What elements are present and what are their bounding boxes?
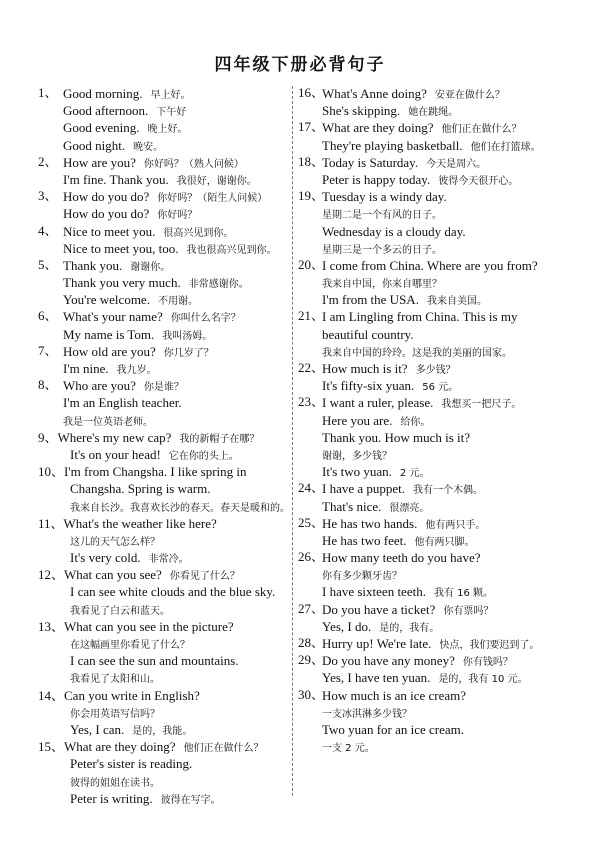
chinese-translation: 一支冰淇淋多少钱？ [322, 708, 412, 720]
chinese-translation: 我九岁。 [116, 365, 157, 376]
english-sentence: I'm from the USA. [322, 292, 419, 308]
entry-line [38, 101, 290, 118]
entry-line [38, 187, 290, 204]
english-sentence: It's two yuan. [322, 464, 392, 480]
sentence-entry [298, 634, 566, 651]
chinese-translation: 非常感谢你。 [188, 279, 249, 291]
chinese-translation: 我有一个木偶。 [413, 485, 484, 497]
entry-line [298, 118, 566, 135]
entry-line [38, 479, 290, 496]
entry-line [298, 307, 566, 324]
entry-line [38, 222, 290, 239]
sentence-entry [38, 153, 290, 187]
entry-number: 4、 [38, 222, 58, 238]
entry-number: 8、 [38, 377, 58, 393]
sentence-entry [298, 600, 566, 634]
entry-number: 13、 [38, 618, 65, 634]
entry-line [298, 239, 566, 256]
english-sentence: Thank you. How much is it? [322, 429, 471, 445]
entry-line [298, 84, 566, 101]
english-sentence: Good evening. [63, 120, 140, 136]
sentence-entry [298, 118, 566, 152]
entry-line [38, 772, 290, 789]
entry-line [38, 84, 290, 101]
chinese-translation: 彼得今天很开心。 [438, 175, 519, 187]
entry-line [298, 514, 566, 531]
chinese-translation: 星期三是一个多云的日子。 [322, 244, 442, 256]
english-sentence: Two yuan for an ice cream. [322, 721, 465, 737]
chinese-translation: 我来自中国，你来自哪里？ [322, 279, 442, 291]
entry-line [298, 101, 566, 118]
entry-line [298, 256, 566, 273]
entry-line [38, 445, 290, 462]
english-sentence: Do you have a ticket? [322, 601, 436, 617]
entry-line [38, 497, 290, 514]
english-sentence: What are they doing? [322, 120, 434, 136]
chinese-translation: 你好吗？（陌生人问候） [157, 193, 268, 205]
chinese-translation: 它在你的头上。 [168, 450, 239, 462]
entry-number: 7、 [38, 342, 58, 358]
chinese-translation: 我来自长沙。我喜欢长沙的春天。春天是暖和的。 [70, 502, 290, 514]
english-sentence: What's your name? [63, 309, 163, 325]
entry-line [38, 720, 290, 737]
entry-line [298, 651, 566, 668]
chinese-translation: 很漂亮。 [389, 502, 430, 514]
chinese-translation: 你好吗？ [157, 210, 198, 222]
chinese-translation: 很高兴见到你。 [163, 227, 234, 239]
chinese-translation: 他们正在做什么？ [183, 743, 264, 755]
chinese-translation: 我也很高兴见到你。 [186, 244, 277, 256]
english-sentence: How do you do? [63, 206, 150, 222]
entry-line [298, 359, 566, 376]
chinese-translation: 这儿的天气怎么样？ [70, 536, 160, 548]
entry-line [38, 789, 290, 806]
entry-number: 22、 [298, 360, 325, 375]
sentence-entry [298, 651, 566, 685]
english-sentence: I want a ruler, please. [322, 395, 434, 411]
chinese-translation: 非常冷。 [148, 554, 189, 566]
entry-number: 21、 [298, 308, 325, 324]
sentence-entry [38, 565, 290, 617]
english-sentence: I'm fine. Thank you. [63, 171, 169, 187]
entry-number: 20、 [298, 256, 325, 272]
chinese-translation: 你是谁？ [143, 382, 184, 394]
entry-line [298, 686, 566, 703]
chinese-translation: 我的新帽子在哪？ [179, 433, 260, 445]
entry-line [298, 565, 566, 582]
entry-line [298, 600, 566, 617]
entry-line [38, 325, 290, 342]
english-sentence: I'm from Changsha. I like spring in [64, 464, 247, 480]
entry-line [298, 703, 566, 720]
entry-line [298, 531, 566, 548]
english-sentence: What's Anne doing? [322, 86, 427, 101]
english-sentence: beautiful country. [322, 326, 414, 342]
english-sentence: What can you see? [64, 567, 162, 583]
entry-line [38, 462, 290, 479]
entry-line [38, 686, 290, 703]
sentence-entry [38, 256, 290, 308]
entry-line [38, 548, 290, 565]
sentence-entry [298, 479, 566, 513]
entry-line [38, 359, 290, 376]
sentence-entry [38, 342, 290, 376]
entry-line [38, 565, 290, 582]
english-sentence: It's fifty-six yuan. [322, 378, 415, 394]
entry-number: 30、 [298, 686, 325, 702]
english-sentence: I can see the sun and mountains. [70, 653, 239, 669]
english-sentence: Tuesday is a windy day. [322, 189, 447, 205]
entry-line [38, 703, 290, 720]
entry-number: 23、 [298, 394, 325, 410]
sentence-entry [298, 307, 566, 359]
column-divider [292, 86, 293, 796]
english-sentence: I'm nine. [63, 361, 109, 376]
english-sentence: Good afternoon. [63, 103, 149, 119]
english-sentence: How are you? [63, 154, 136, 170]
chinese-translation: 我想买一把尺子。 [441, 399, 522, 411]
chinese-translation: 彼得的姐姐在读书。 [70, 777, 160, 789]
sentence-entry [298, 153, 566, 187]
sentence-entry [38, 222, 290, 256]
chinese-translation: 你叫什么名字？ [170, 313, 241, 325]
chinese-translation: 不用谢。 [157, 296, 198, 308]
chinese-translation: 你看见了什么？ [169, 571, 240, 583]
chinese-translation: 他们正在做什么？ [441, 124, 522, 136]
entry-line [298, 548, 566, 565]
sentence-entry [38, 737, 290, 806]
chinese-translation: 你有多少颗牙齿？ [322, 571, 402, 583]
chinese-translation: 晚安。 [133, 141, 164, 153]
entry-number: 3、 [38, 188, 58, 204]
english-sentence: Changsha. Spring is warm. [70, 481, 211, 497]
sentence-entry [298, 187, 566, 256]
english-sentence: Where's my new cap? [57, 429, 172, 445]
english-sentence: Good morning. [63, 86, 143, 101]
sentence-entry [298, 548, 566, 600]
sentence-entry [298, 359, 566, 393]
sentence-entry [38, 686, 290, 738]
sentence-entry [298, 514, 566, 548]
chinese-translation: 星期二是一个有风的日子。 [322, 210, 442, 222]
english-sentence: Peter's sister is reading. [70, 756, 193, 772]
entry-number: 16、 [298, 85, 325, 100]
sentence-entry [38, 428, 290, 462]
chinese-translation: 安亚在做什么？ [434, 90, 505, 101]
chinese-translation: 谢谢，多少钱？ [322, 450, 392, 462]
entry-line [298, 462, 566, 479]
english-sentence: Yes, I have ten yuan. [322, 670, 431, 686]
sentence-entry [38, 462, 290, 514]
english-sentence: How much is an ice cream? [322, 687, 467, 703]
entry-number: 12、 [38, 567, 65, 583]
entry-line [38, 136, 290, 153]
english-sentence: How old are you? [63, 343, 156, 359]
entry-number: 15、 [38, 739, 65, 755]
english-sentence: It's very cold. [70, 550, 141, 566]
chinese-translation: 一支 2 元。 [322, 743, 375, 755]
entry-line [298, 376, 566, 393]
entry-number: 29、 [298, 652, 325, 668]
entry-line [38, 634, 290, 651]
sentence-entry [38, 514, 290, 566]
entry-line [298, 582, 566, 599]
english-sentence: Hurry up! We're late. [322, 636, 432, 651]
entry-number: 11、 [38, 515, 64, 531]
english-sentence: He has two hands. [322, 515, 418, 531]
sentence-entry [38, 617, 290, 686]
entry-line [298, 393, 566, 410]
english-sentence: Nice to meet you, too. [63, 240, 179, 256]
chinese-translation: 你有钱吗？ [462, 657, 513, 669]
entry-line [38, 376, 290, 393]
english-sentence: I have a puppet. [322, 481, 406, 497]
entry-line [38, 290, 290, 307]
english-sentence: Peter is happy today. [322, 171, 431, 187]
chinese-translation: 彼得在写字。 [160, 794, 221, 806]
entry-line [38, 668, 290, 685]
chinese-translation: 今天是周六。 [426, 158, 487, 170]
english-sentence: Can you write in English? [64, 687, 200, 703]
english-sentence: I'm an English teacher. [63, 395, 182, 411]
entry-number: 27、 [298, 600, 325, 616]
entry-number: 1、 [38, 85, 58, 100]
chinese-translation: 我有 16 颗。 [433, 588, 494, 600]
chinese-translation: 多少钱？ [415, 365, 456, 376]
entry-line [38, 307, 290, 324]
english-sentence: I come from China. Where are you from? [322, 257, 538, 273]
entry-line [298, 428, 566, 445]
sentence-entry [298, 686, 566, 755]
entry-number: 17、 [298, 119, 325, 135]
chinese-translation: 56 元。 [422, 382, 459, 394]
sentence-entry [38, 84, 290, 153]
english-sentence: They're playing basketball. [322, 137, 463, 153]
english-sentence: She's skipping. [322, 103, 401, 119]
english-sentence: Today is Saturday. [322, 154, 419, 170]
english-sentence: Yes, I do. [322, 618, 372, 634]
entry-number: 28、 [298, 635, 325, 650]
english-sentence: How many teeth do you have? [322, 550, 481, 566]
chinese-translation: 快点，我们要迟到了。 [439, 640, 540, 651]
entry-line [298, 411, 566, 428]
english-sentence: What can you see in the picture? [64, 618, 234, 634]
entry-line [298, 204, 566, 221]
entry-number: 26、 [298, 549, 325, 565]
chinese-translation: 晚上好。 [147, 124, 188, 136]
entry-number: 24、 [298, 480, 325, 496]
english-sentence: I can see white clouds and the blue sky. [70, 584, 276, 600]
english-sentence: Thank you. [63, 257, 123, 273]
entry-line [38, 118, 290, 135]
entry-line [298, 634, 566, 651]
entry-line [38, 393, 290, 410]
english-sentence: Who are you? [63, 378, 136, 394]
left-column [38, 84, 290, 806]
entry-line [38, 514, 290, 531]
entry-line [298, 720, 566, 737]
chinese-translation: 是的，我有。 [379, 622, 440, 634]
chinese-translation: 是的，我有 10 元。 [438, 674, 528, 686]
entry-line [38, 531, 290, 548]
entry-number: 5、 [38, 256, 58, 272]
chinese-translation: 在这幅画里你看见了什么？ [70, 640, 190, 651]
chinese-translation: 早上好。 [150, 90, 191, 101]
sentence-entry [298, 84, 566, 118]
english-sentence: Do you have any money? [322, 653, 455, 669]
entry-line [298, 617, 566, 634]
english-sentence: I am Lingling from China. This is my [322, 309, 518, 325]
entry-line [38, 342, 290, 359]
english-sentence: You're welcome. [63, 292, 150, 308]
chinese-translation: 你有票吗？ [443, 605, 494, 617]
entry-line [298, 222, 566, 239]
entry-line [38, 170, 290, 187]
entry-line [298, 342, 566, 359]
entry-number: 25、 [298, 514, 325, 530]
entry-line [298, 187, 566, 204]
chinese-translation: 我很好，谢谢你。 [176, 175, 257, 187]
entry-line [298, 668, 566, 685]
chinese-translation: 她在跳绳。 [408, 107, 459, 119]
entry-line [38, 411, 290, 428]
chinese-translation: 你几岁了？ [163, 347, 214, 359]
chinese-translation: 我看见了太阳和山。 [70, 674, 160, 686]
chinese-translation: 他有两只手。 [425, 519, 486, 531]
english-sentence: Thank you very much. [63, 275, 181, 291]
sentence-entry [38, 187, 290, 221]
entry-number: 18、 [298, 153, 325, 169]
sentence-entry [298, 256, 566, 308]
entry-line [38, 651, 290, 668]
chinese-translation: 我来自中国的玲玲。这是我的美丽的国家。 [322, 347, 512, 359]
english-sentence: How much is it? [322, 361, 408, 376]
english-sentence: Good night. [63, 137, 126, 153]
entry-line [298, 153, 566, 170]
entry-number: 10、 [38, 464, 65, 480]
chinese-translation: 他有两只脚。 [414, 536, 475, 548]
right-column [298, 84, 566, 754]
english-sentence: Wednesday is a cloudy day. [322, 223, 466, 239]
chinese-translation: 你好吗？（熟人问候） [143, 158, 244, 170]
entry-line [38, 256, 290, 273]
chinese-translation: 我叫汤姆。 [162, 330, 213, 342]
chinese-translation: 你会用英语写信吗？ [70, 708, 160, 720]
entry-line [38, 273, 290, 290]
chinese-translation: 给你。 [400, 416, 431, 428]
chinese-translation: 谢谢你。 [130, 261, 171, 273]
entry-line [298, 497, 566, 514]
chinese-translation: 我来自美国。 [426, 296, 487, 308]
english-sentence: Peter is writing. [70, 790, 153, 806]
entry-line [298, 325, 566, 342]
chinese-translation: 2 元。 [399, 468, 430, 480]
sentence-entry [298, 393, 566, 479]
entry-number: 2、 [38, 153, 58, 169]
entry-line [298, 737, 566, 754]
sentence-entry [38, 307, 290, 341]
entry-number: 14、 [38, 687, 65, 703]
english-sentence: Nice to meet you. [63, 223, 156, 239]
entry-line [298, 136, 566, 153]
entry-line [298, 170, 566, 187]
entry-line [38, 737, 290, 754]
entry-line [38, 428, 290, 445]
sentence-entry [38, 376, 290, 428]
english-sentence: What's the weather like here? [63, 515, 217, 531]
entry-line [298, 479, 566, 496]
english-sentence: That's nice. [322, 498, 382, 514]
entry-number: 19、 [298, 188, 325, 204]
page-title: 四年级下册必背句子 [214, 55, 386, 75]
entry-line [38, 600, 290, 617]
entry-line [298, 273, 566, 290]
entry-line [38, 204, 290, 221]
chinese-translation: 我看见了白云和蓝天。 [70, 605, 170, 617]
chinese-translation: 下午好 [156, 107, 187, 119]
chinese-translation: 他们在打篮球。 [470, 141, 541, 153]
english-sentence: How do you do? [63, 189, 150, 205]
entry-line [38, 153, 290, 170]
chinese-translation: 我是一位英语老师。 [63, 416, 153, 428]
english-sentence: What are they doing? [64, 739, 176, 755]
english-sentence: It's on your head! [70, 446, 161, 462]
entry-line [298, 445, 566, 462]
entry-line [38, 754, 290, 771]
entry-number: 9、 [38, 429, 58, 445]
english-sentence: My name is Tom. [63, 326, 155, 342]
english-sentence: I have sixteen teeth. [322, 584, 426, 600]
english-sentence: He has two feet. [322, 532, 407, 548]
entry-line [298, 290, 566, 307]
entry-number: 6、 [38, 308, 58, 324]
chinese-translation: 是的，我能。 [132, 725, 193, 737]
entry-line [38, 617, 290, 634]
english-sentence: Yes, I can. [70, 721, 125, 737]
entry-line [38, 582, 290, 599]
entry-line [38, 239, 290, 256]
english-sentence: Here you are. [322, 412, 393, 428]
